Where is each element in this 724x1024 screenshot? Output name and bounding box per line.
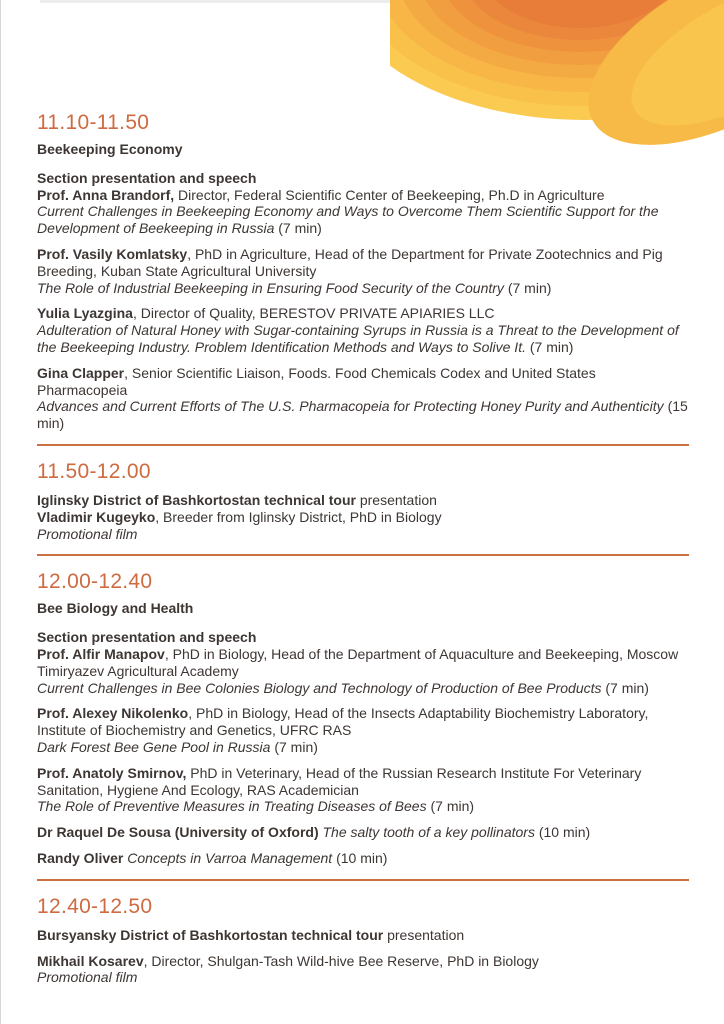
text-run: Mikhail Kosarev xyxy=(37,952,144,969)
text-run: Gina Clapper xyxy=(37,364,125,381)
program-entry xyxy=(37,850,689,867)
text-run: Iglinsky District of Bashkortostan technical tour xyxy=(37,491,356,508)
text-run: Bursyansky District of Bashkortostan technical tour xyxy=(37,926,384,943)
program-entry xyxy=(37,705,689,755)
program-section xyxy=(37,112,689,432)
text-run: Prof. Anna Brandorf, xyxy=(37,186,175,203)
section-topic: Beekeeping Economy xyxy=(37,141,183,157)
program-entry xyxy=(37,824,689,841)
program-section xyxy=(37,461,689,542)
page-edge-shadow-left xyxy=(0,0,1,1024)
text-run: (15 min) xyxy=(37,398,688,432)
program-entry xyxy=(37,187,689,237)
program-entry xyxy=(37,646,689,696)
text-run: (7 min) xyxy=(426,798,475,815)
section-time-heading: 12.40-12.50 xyxy=(37,894,153,918)
program-section xyxy=(37,571,689,866)
text-run: , Breeder from Iglinsky District, PhD in Biology xyxy=(155,508,442,525)
program-entry xyxy=(37,927,689,944)
text-run: (7 min) xyxy=(503,279,552,296)
text-run: (7 min) xyxy=(601,679,649,696)
section-topic: Bee Biology and Health xyxy=(37,600,194,617)
text-run: Dark Forest Bee Gene Pool in Russia xyxy=(37,738,271,755)
program-entry xyxy=(37,953,689,987)
section-time-heading: 11.10-11.50 xyxy=(37,111,150,134)
text-run: The salty tooth of a key pollinators xyxy=(322,824,535,841)
section-time-heading: 12.00-12.40 xyxy=(37,570,153,594)
text-run: (7 min) xyxy=(274,220,322,237)
text-run: , Senior Scientific Liaison, Foods. Food Chemicals Codex and United States Pharmacopeia xyxy=(37,364,596,398)
section-divider xyxy=(37,879,689,881)
program-entry xyxy=(37,765,689,815)
section-lead: Section presentation and speech xyxy=(37,169,257,186)
text-run: Randy Oliver xyxy=(37,849,124,866)
text-run: Current Challenges in Beekeeping Economy and Ways to Overcome Them Scientific Support for the Development of Beekeeping in Russia xyxy=(37,203,659,237)
program-entry xyxy=(37,246,689,296)
program xyxy=(37,112,689,998)
text-run: Adulteration of Natural Honey with Sugar-containing Syrups in Russia is a Threat to the Development of the Beekeeping Industry. Problem Identification Methods and Ways to Solive It. xyxy=(37,322,679,355)
text-run: (10 min) xyxy=(332,849,388,866)
text-run: Promotional film xyxy=(37,525,138,542)
text-run: , PhD in Agriculture, Head of the Department for Private Zootechnics and Pig Breeding, Kuban State Agricultural University xyxy=(37,245,663,279)
text-run: PhD in Veterinary, Head of the Russian Research Institute For Veterinary Sanitation, Hygiene And Ecology, RAS Academician xyxy=(37,764,642,798)
text-run: presentation xyxy=(383,926,465,943)
text-run: Prof. Alexey Nikolenko xyxy=(37,705,189,722)
text-run: Prof. Vasily Komlatsky xyxy=(37,245,188,262)
text-run: Director, Federal Scientific Center of Beekeeping, Ph.D in Agriculture xyxy=(174,186,605,203)
text-run: Prof. Anatoly Smirnov, xyxy=(37,764,187,781)
text-run: (7 min) xyxy=(270,738,318,755)
text-run: Yulia Lyazgina xyxy=(37,305,133,322)
text-run: The Role of Preventive Measures in Treating Diseases of Bees xyxy=(37,798,427,815)
text-run: Vladimir Kugeyko xyxy=(37,508,156,525)
text-run: , PhD in Biology, Head of the Insects Adaptability Biochemistry Laboratory, Institute of Biochemistry and Genetics, UFRC RAS xyxy=(37,705,649,739)
section-lead: Section presentation and speech xyxy=(37,629,257,646)
text-run: , Director of Quality, BERESTOV PRIVATE APIARIES LLC xyxy=(132,305,495,322)
program-entry xyxy=(37,305,689,355)
text-run: (10 min) xyxy=(534,824,591,841)
text-run: The Role of Industrial Beekeeping in Ensuring Food Security of the Country xyxy=(37,279,504,296)
section-time-heading: 11.50-12.00 xyxy=(37,459,151,483)
text-run: presentation xyxy=(355,491,437,508)
text-run: Prof. Alfir Manapov xyxy=(37,645,165,662)
text-run: Advances and Current Efforts of The U.S. Pharmacopeia for Protecting Honey Purity and Authenticity xyxy=(37,398,664,415)
text-run: Dr Raquel De Sousa (University of Oxford) xyxy=(37,824,319,841)
program-entry xyxy=(37,492,689,542)
text-run: , PhD in Biology, Head of the Department of Aquaculture and Beekeeping, Moscow Timiryazev Agricultural Academy xyxy=(37,645,679,679)
text-run: Current Challenges in Bee Colonies Biology and Technology of Production of Bee Products xyxy=(37,679,602,696)
text-run: (7 min) xyxy=(525,338,574,355)
section-divider xyxy=(37,444,689,446)
program-entry xyxy=(37,365,689,432)
section-divider xyxy=(37,554,689,556)
text-run: , Director, Shulgan-Tash Wild-hive Bee Reserve, PhD in Biology xyxy=(143,952,539,969)
program-section xyxy=(37,896,689,986)
text-run: Concepts in Varroa Management xyxy=(127,849,333,866)
text-run: Promotional film xyxy=(37,969,138,986)
